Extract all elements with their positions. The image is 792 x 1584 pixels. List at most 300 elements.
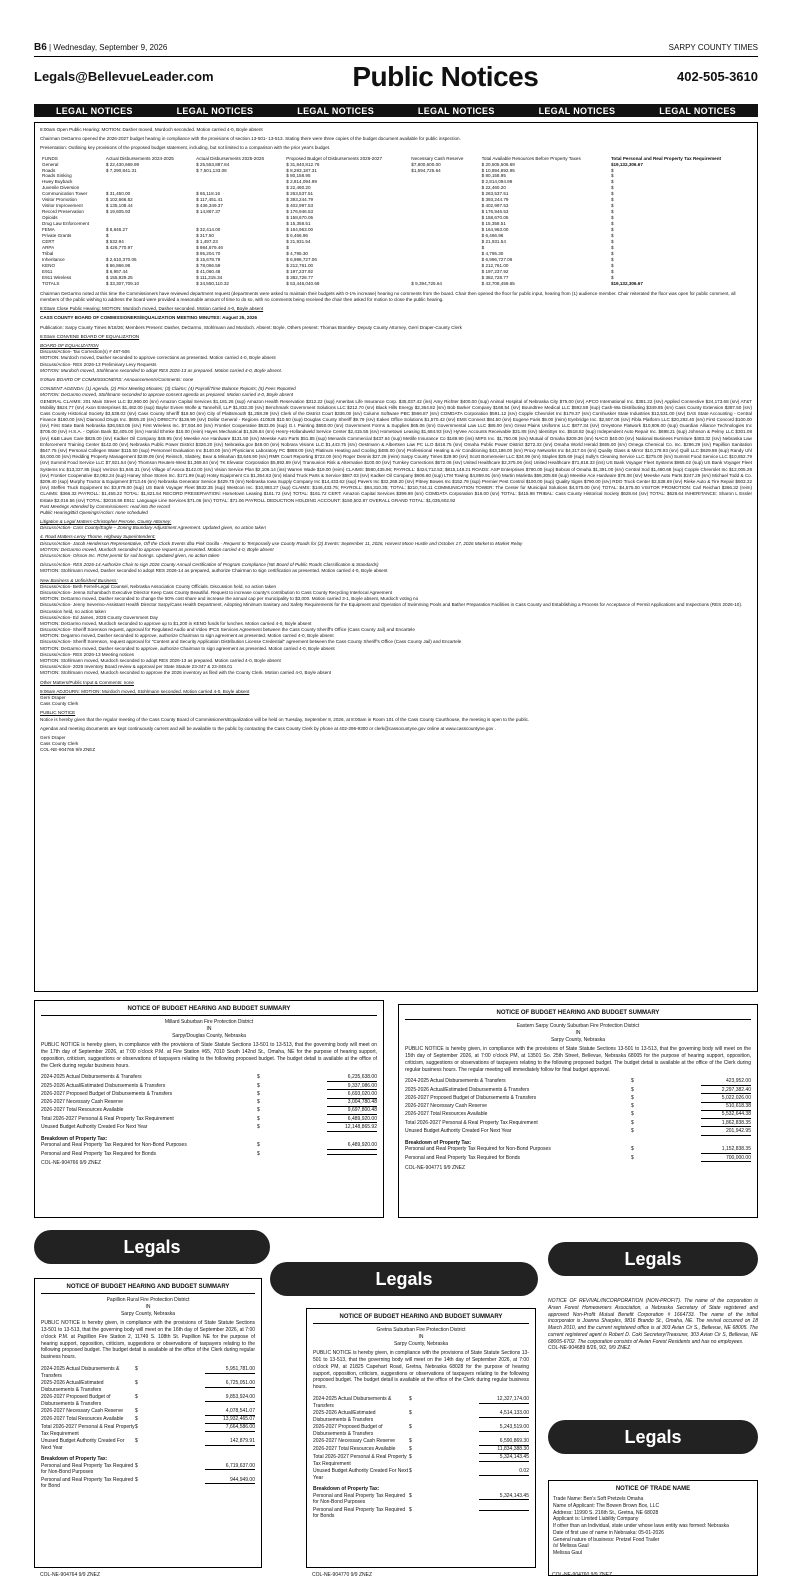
funds-cell: General [42,161,59,167]
trade-name-line: Address: 11990 S. 216th St., Gretna, NE 68028 [553,1509,659,1516]
summary-currency: $ [631,1094,634,1101]
funds-column-header: Proposed Budget of Disbursements 2026-2027 [286,155,383,161]
litigation-heading: Litigation & Legal Matters-Christopher Perrone, County Attorney: [40,519,172,525]
funds-cell: Roads [42,167,56,173]
funds-cell: $ 41,060.48 [196,268,221,274]
summary-value: 142,879.91 [205,1438,255,1446]
funds-cell: $ [610,233,614,239]
breakdown-heading: Breakdown of Property Tax: [405,1139,472,1146]
summary-value: 9,697,800.48 [327,1107,377,1115]
funds-cell: $ [610,197,614,203]
trade-name-heading: NOTICE OF TRADE NAME [615,1486,691,1492]
hearing-close: 8:03am Close Public Hearing: MOTION: Murdoch moved, Dasher seconded. Motion carried 4-0, Boyle absent [40,306,264,312]
col-number: COL-NE-904770 9/9 ZNEZ [312,1572,373,1578]
legals-heading: Legals [34,1230,270,1264]
summary-label: 2026-2027 Proposed Budget of Disbursements & Transfers [405,1094,537,1101]
summary-label: 2026-2027 Necessary Cash Reserve [405,1103,487,1110]
summary-value: 9,337,086.00 [327,1083,377,1091]
boe-heading: BOARD OF EQUALIZATION [40,343,99,348]
summary-row [41,1438,255,1452]
public-notice-heading: PUBLIC NOTICE [40,710,76,716]
boe-line: MOTION: Murdoch moved, Dasher seconded to approve corrections as presented. Motion carried 4-0, Boyle absent [40,355,276,361]
funds-cell: $ 102,666.52 [105,197,133,203]
new-business-item: Discuss/Action- Sheriff Sorenson request, approval for Regulated Audio and Video IPCS Services Agreement between the Cass County Sheriff's Office (Cass County Jail) and Encartele [40,627,415,633]
summary-row [41,1116,377,1124]
funds-cell: KENO [42,263,56,268]
summary-label: 2024-2025 Actual Disbursements & Transfers [41,1074,142,1081]
funds-cell: $ 31,450.00 [105,191,131,197]
summary-value: 4,514,133.00 [479,1410,529,1418]
summary-value: 7,664,586.00 [205,1424,255,1432]
breakdown-value: 6,719,637.00 [205,1463,255,1471]
summary-value: 0.02 [479,1468,529,1476]
funds-cell: $ 4,795.30 [481,251,504,257]
summary-value: 510,618.38 [701,1103,751,1111]
summary-currency: $ [631,1086,634,1093]
summary-currency: $ [135,1416,138,1423]
funds-cell: $ 212,761.00 [286,263,314,268]
funds-cell: $ [610,191,614,197]
funds-column-header: Necessary Cash Reserve [411,155,464,161]
breakdown-row [313,1507,529,1521]
summary-value: 6,693,020.00 [327,1091,377,1099]
summary-label: Total 2026-2027 Personal & Real Property Tax Requirement [405,1119,538,1126]
new-business-item: MOTION: DeGarmo moved, Murdoch seconded to approve up to $1,200 in KENO funds for lunches. Motion carried 4-0, Boyle absent [40,620,312,626]
revival-notice [548,1298,758,1352]
summary-currency: $ [257,1115,260,1122]
summary-value: 11,834,388.30 [479,1446,529,1454]
funds-cell: Record Preservation [42,209,84,215]
funds-cell: $ 2,610,370.06 [105,257,137,263]
breakdown-row [41,1151,377,1158]
summary-row [41,1099,377,1107]
revival-col-number: COL-NE-904689 8/26, 9/2, 9/9 ZNEZ [548,1345,631,1352]
boe-line: MOTION: Murdoch moved, Stohlmann seconded to adopt RES 2026-13 as prepared. Motion carried 4-0, Boyle absent. [40,367,283,373]
summary-currency: $ [257,1090,260,1097]
new-business-item: MOTION: Stohlmann moved, Murdoch seconded to approve the 2026 inventory as filed with the County Clerk. Motion carried 4-0, Boyle absent [40,670,332,676]
notice-org: Gretna Suburban Fire Protection District [376,1327,466,1334]
breakdown-row [41,1477,255,1491]
summary-row [405,1128,751,1136]
notice-heading: NOTICE OF BUDGET HEARING AND BUDGET SUMMARY [41,1283,255,1294]
funds-cell: $ [610,245,614,251]
funds-cell: $ 66,866.98 [105,263,131,268]
funds-cell: $ 9,394,725.64 [411,280,442,286]
breakdown-label: Personal and Real Property Tax Required for Non-Bond Purposes [313,1492,406,1506]
funds-cell: $ [610,209,614,215]
funds-cell: $ 155,929.25 [105,274,133,280]
funds-cell: $ 15,358.51 [286,221,311,227]
trade-name-line: If other than an Individual, state under whose laws entity was formed: Nebraska [553,1523,729,1530]
summary-label: 2026-2027 Necessary Cash Reserve [41,1099,123,1106]
public-notice-body2: Agendas and meeting documents are kept continuously current and will be available to the public by contacting the Cass County Clerk by phone at 402-296-9300 or clerk@cassocuntyne.gov online at www.casscountyne.gov . [40,725,496,731]
funds-cell: $19,132,306.67 [610,280,643,286]
funds-cell: $ 32,414.00 [196,227,221,233]
breakdown-label: Personal and Real Property Tax Required for Non-Bond Purposes [41,1462,134,1476]
pn-signature-name: Gerri Draper [40,734,66,740]
summary-currency: $ [409,1437,412,1444]
funds-cell: $ [610,268,614,274]
summary-value: 5,243,519.00 [479,1424,529,1432]
funds-cell: Opioids [42,215,58,221]
summary-row [41,1091,377,1099]
pn-col-number: COL-NE-904765 9/9 ZNEZ [40,747,96,753]
issue-date: Wednesday, September 9, 2026 [53,42,168,52]
funds-cell: $ 15,358.51 [481,221,506,227]
funds-cell: TOTALS [42,280,60,286]
summary-currency: $ [135,1393,138,1400]
funds-cell: $ 31,840,812.76 [286,161,320,167]
funds-cell: $ 164,963.00 [481,227,509,233]
litigation-item: Discuss/Action- Cass County/Eagle – Zoning Boundary Adjustment Agreement. Updated given, no action taken [40,525,266,531]
notice-body: PUBLIC NOTICE is hereby given, in compliance with the provisions of State Statute Sections 13-501 to 13-513, that the governing body will meet on the 15th day of September 2026, at 7:00 o'clock PM, at 13501 So. 25th Street, Bellevue, Nebraska 68005 for the purpose of hearing support, opposition, criticism, suggestions or observations of taxpayers relating to the following proposed budget. The budget detail is available at the office of the Clerk during regular business hours. The regular meeting will immediately follow for final budget approval. [405,1046,751,1073]
funds-cell: $ 22,430,669.99 [105,161,140,167]
breakdown-currency: $ [257,1150,260,1157]
funds-cell: $ [610,203,614,209]
summary-currency: $ [631,1078,634,1085]
notice-org: Eastern Sarpy County Suburban Fire Protection District [516,1023,640,1030]
summary-currency: $ [257,1099,260,1106]
funds-cell: ARPA [42,245,55,251]
summary-row [313,1438,529,1446]
cass-county-minutes [34,122,758,992]
breakdown-heading: Breakdown of Property Tax: [313,1485,380,1492]
funds-cell: $ 111,315.34 [196,274,223,280]
budget-notice-eastern-sarpy [398,1004,758,1218]
summary-row [405,1120,751,1128]
hearing-open: 8:00am Open Public Hearing: MOTION: Dasher moved, Murdoch seconded. Motion carried 4-0, Boyle absent [40,127,263,132]
funds-column-header: Total Available Resources Before Property Taxes [481,155,581,161]
funds-cell: Hwey Buyback [42,179,73,185]
summary-currency: $ [135,1365,138,1372]
funds-cell: $ 382,728.77 [481,274,509,280]
trade-name-lines [553,1496,753,1557]
funds-cell: $ 6,466.96 [481,233,504,239]
funds-cell: CERT [42,239,55,245]
summary-value: 5,532,644.38 [701,1111,751,1119]
notice-col-number: COL-NE-904766 9/9 ZNEZ [41,1160,102,1167]
summary-value: 5,022,026.00 [701,1095,751,1103]
new-business-list [40,584,752,677]
funds-column-header: FUNDS [42,155,58,161]
summary-row [313,1410,529,1424]
funds-cell: $ [481,245,485,251]
summary-row [41,1408,255,1416]
summary-label: Total 2026-2027 Personal & Real Property Tax Requirement [41,1424,135,1438]
funds-cell: $ 80,158.95 [286,173,311,179]
summary-label: 2026-2027 Total Resources Available [405,1111,488,1118]
budget-notice-gretna [306,1308,536,1568]
summary-label: 2025-2026 Actual/Estimated Disbursements & Transfers [313,1409,376,1423]
notice-org: Millard Suburban Fire Protection District [164,1019,254,1026]
summary-row [313,1446,529,1454]
notice-in: IN [418,1333,424,1340]
summary-label: 2026-2027 Necessary Cash Reserve [313,1437,395,1444]
summary-label: Total 2026-2027 Personal & Real Property Tax Requirement [41,1115,174,1122]
summary-currency: $ [135,1379,138,1386]
funds-cell: $ [610,257,614,263]
signature-title: Cass County Clerk [40,701,79,707]
funds-cell: Visitor Promotion [42,197,77,203]
new-business-item: MOTION: DeGarmo moved, Dasher seconded to change the 50% cost share and increase the annual cap per municipality to $3,000. Motion carried 3-1, Boyle absent, Murdoch voting no [40,596,419,602]
breakdown-row [41,1142,377,1150]
funds-cell: $ 14,867.37 [196,209,221,215]
funds-cell: $ [610,173,614,179]
notice-org-block [41,1297,255,1317]
summary-currency: $ [257,1123,260,1130]
public-hearing: Public Hearing/Bid Openings/Action: none scheduled [40,509,148,515]
legals-heading: Legals [270,1262,538,1296]
summary-label: 2025-2026 Actual/Estimated Disbursements & Transfers [41,1379,104,1393]
other-matters: Other Matters/Public Input & Comments: none [40,679,134,685]
col-number: COL-NE-904760 9/9 ZNEZ [552,1572,613,1578]
summary-row [313,1454,529,1468]
new-business-item: Discuss/Action- Jenna Schambach Executive Director Keep Cass County Beautiful. Request to increase county's contribution to Cass County Recycling Interlocal Agreement [40,589,392,595]
budget-notice-millard [34,1000,384,1218]
funds-cell: $ [610,251,614,257]
hearing-open-detail: Chairman DeGarmo opened the 2026-2027 budget hearing in compliance with the provisions of section 13-501- 13-513. Stating there were three copies of the budget document available for public inspection. [40,136,461,142]
trade-name-line: Name of Applicant: The Bowen Brown Box, LLC [553,1502,660,1509]
new-business-item: Discuss/Action- RES 2026-13 Meeting notices [40,651,134,657]
funds-cell: $ 402,997.53 [286,203,314,209]
funds-cell: Communication Tower [42,191,88,197]
breakdown-value: 5,324,143.45 [479,1493,529,1501]
funds-cell: $ 532.94 [105,239,124,245]
summary-value: 12,327,174.00 [479,1396,529,1404]
summary-label: 2026-2027 Total Resources Available [41,1416,124,1423]
summary-label: 2026-2027 Proposed Budget of Disbursements & Transfers [41,1393,111,1407]
summary-row [41,1124,377,1132]
summary-value: 9,853,924.00 [205,1394,255,1402]
summary-value: 13,932,465.07 [205,1416,255,1424]
paper-name: SARPY COUNTY TIMES [668,42,758,52]
trade-name-line: Melissa Gaul [553,1550,582,1557]
trade-name-line: Date of first use of name in Nebraska: 05-01-2026 [553,1529,664,1536]
funds-cell: $ 393,244.79 [481,197,509,203]
new-business-item: MOTION: Stohlmann moved, Murdoch seconded to adopt RES 2026-13 as prepared. Motion carried 4-0, Boyle absent [40,658,281,663]
notice-in: IN [206,1025,212,1032]
summary-value: 5,324,143.45 [479,1454,529,1462]
res14: Discuss/Action- RES 2026-14 Authorize Chair to sign 2026 County Annual Certification of Program Compliance (NE Board of Public Roads Classification & Standards) [40,562,379,568]
notice-col-number: COL-NE-904771 9/9 ZNEZ [405,1165,466,1172]
summary-label: 2025-2026 Actual/Estimated Disbursements & Transfers [405,1086,530,1093]
board-commissioners: 9:05am BOARD OF COMMISSIONERS: Announcements/Comments: none [40,376,194,382]
summary-row [405,1078,751,1086]
summary-currency: $ [631,1111,634,1118]
funds-cell: $ 2,814,094.99 [286,179,317,185]
funds-column-header: Actual Disbursements 2025-2026 [196,155,265,161]
funds-cell: $ 10,894,892.95 [481,167,515,173]
funds-cell: $ 402,997.53 [481,203,509,209]
funds-cell: $ 263,537.51 [286,191,314,197]
summary-row [313,1396,529,1410]
summary-label: Total 2026-2027 Personal & Real Property Tax Requirement [313,1454,407,1468]
contact-phone: 402-505-3610 [677,69,758,84]
summary-currency: $ [631,1119,634,1126]
breakdown-label: Personal and Real Property Tax Required for Non-Bond Purposes [41,1142,187,1149]
banner-item: LEGAL NOTICES [659,105,736,116]
notice-county: Sarpy County, Nebraska [550,1036,606,1043]
breakdown-value [327,1154,377,1155]
breakdown-currency: $ [135,1476,138,1483]
funds-cell: $ 117,451.41 [196,197,223,203]
summary-row [405,1087,751,1095]
roads-item: Discuss/Action- Jacob Henderson Representative, Off the Clock Events dba Pink Gorilla - Request to Temporarily use County Roads for (2) Events: September 11, 2026, Harvest Moon Hustle and October 17, 2026 Market to Market Relay [40,540,523,546]
summary-value: 2,297,382.40 [701,1087,751,1095]
funds-cell: $ [105,233,109,239]
breakdown-heading: Breakdown of Property Tax: [41,1135,108,1142]
funds-cell: $ 4,795.30 [286,251,308,257]
new-business-item: Discuss/Action- 2026 Inventory Board review & approval per State Statute 23-347 & 23-348.01 [40,664,233,670]
cass-publication: Publication: Sarpy County Times 9/18/26; Members Present: Dasher, DeGarmo, Stohlmann and Murdoch. Absent: Boyle. Others present: Thomas Brantley- Deputy County Attorney, Gerri Draper-County Clerk [40,324,462,330]
presentation: Presentation: Outlining key provisions of the proposed budget statement, including, but not limited to a comparison with the prior year's budget. [40,145,331,151]
summary-label: 2026-2027 Total Resources Available [313,1446,396,1453]
funds-cell: $ 8,846.27 [105,227,128,233]
budget-notice-papillion [34,1278,262,1568]
summary-label: 2026-2027 Total Resources Available [41,1107,124,1114]
notice-in: IN [575,1029,581,1036]
breakdown-value: 1,152,838.35 [701,1146,751,1154]
funds-cell: $ 95,204.70 [196,251,221,257]
notice-heading: NOTICE OF BUDGET HEARING AND BUDGET SUMMARY [41,1005,377,1016]
legals-heading: Legals [548,1420,758,1454]
summary-row [405,1111,751,1119]
summary-value: 4,078,541.07 [205,1408,255,1416]
new-business-item: Discuss/Action- Ed James, 2026 County Government Day [40,614,158,620]
summary-row [41,1416,255,1424]
funds-column-header: Actual Disbursements 2024-2025 [105,155,174,161]
summary-value: 6,235,638.00 [327,1074,377,1082]
chair-note: Chairman DeGarmo noted at this time the Commissioners have reviewed department request (departments were asked to maintain their budgets with 0-1% increase) hearing no comments from the board. Chair then opened the floor for public input, hearing from (1) audience member. Chair reiterated the floor was open for public comment, all members of the public wishing to address the board were provided a reasonable amount of time to do so, with no comments being received the chair then asked for motion to close the public hearing. [40,290,736,303]
funds-cell: $ 6,466.96 [286,233,308,239]
breakdown-value: 700,000.00 [701,1155,751,1163]
funds-cell: $ 15,678.79 [196,257,221,263]
notice-county: Sarpy/Douglas County, Nebraska [172,1032,246,1039]
funds-cell: $ [610,185,614,191]
summary-label: Unused Budget Authority Created For Next Year [405,1127,512,1134]
summary-currency: $ [409,1423,412,1430]
notice-org-block [313,1327,529,1347]
funds-cell: $7,800,600.00 [411,161,441,167]
funds-row [40,281,752,287]
roads-item: Discuss/Action- Olsson Inc. ROW permit for soil borings. Updated given, no action taken [40,553,220,558]
contact-email[interactable]: Legals@BellevueLeader.com [34,69,214,84]
summary-currency: $ [257,1082,260,1089]
funds-cell: $ 7,290,841.31 [105,167,137,173]
funds-cell: $ 21,931.54 [286,239,311,245]
roads-heading: 4. Road Matters-Leroy Thorne, Highway Superintendent: [40,534,156,540]
summary-row [313,1424,529,1438]
breakdown-value [479,1510,529,1511]
banner-item: LEGAL NOTICES [417,105,495,116]
page-header-line: B6 | Wednesday, September 9, 2026 SARPY COUNTY TIMES [34,41,758,53]
funds-cell: $ 176,946.53 [481,209,509,215]
funds-table [40,156,752,287]
funds-cell: $ 20,505,506.69 [481,161,515,167]
funds-cell: $ 317.50 [196,233,214,239]
summary-value: 423,952.00 [701,1078,751,1086]
breakdown-row [405,1146,751,1154]
breakdown-currency: $ [631,1146,634,1153]
notice-county: Sarpy County, Nebraska [393,1340,449,1347]
consent-motion: MOTION: DeGarmo moved, Stohlmann seconded to approve consent agenda as prepared. Motion carried 4-0, Boyle absent [40,392,294,398]
summary-label: Unused Budget Authority Created For Next Year [41,1438,125,1452]
notice-body: PUBLIC NOTICE is hereby given, in compliance with the provisions of State Statute Sections 13-501 to 13-513, that the governing body will meet on the 14th day of September 2026, at 7:00 o'clock PM, at 21825 Capehart Road, Gretna, Nebraska 68028 for the purpose of hearing support, opposition, criticism, suggestions or observations of taxpayers relating to the following proposed budget. The budget detail is available at the office of the Clerk during regular business hours. [313,1350,529,1391]
funds-cell: FEMA [42,227,55,233]
trade-name-line: Applicant is: Limited Liability Company [553,1516,639,1523]
breakdown-value: 6,489,920.00 [327,1142,377,1150]
funds-cell: $ 212,761.00 [481,263,509,268]
breakdown-heading: Breakdown of Property Tax: [41,1455,108,1462]
page-number: B6 [34,41,47,53]
funds-cell: $ 21,931.54 [481,239,506,245]
funds-cell: $ 6,996,727.06 [481,257,513,263]
masthead [34,56,758,96]
summary-currency: $ [135,1424,138,1431]
funds-cell: $ [610,215,614,221]
section-title: Public Notices [352,60,539,92]
summary-currency: $ [135,1438,138,1445]
funds-cell: $ 8,293,187.31 [286,167,317,173]
summary-currency: $ [409,1454,412,1461]
legal-notices-banner [34,104,758,117]
breakdown-value: 944,949.00 [205,1477,255,1485]
funds-cell: $ [610,167,614,173]
funds-cell: E911 [42,268,53,274]
funds-cell: $ 1,497.23 [196,239,218,245]
summary-label: Unused Budget Authority Created For Next Year [313,1468,409,1482]
funds-cell: $ 19,605.93 [105,209,131,215]
breakdown-row [405,1155,751,1163]
funds-cell: $ [610,179,614,185]
funds-cell: $ 197,237.92 [481,268,509,274]
funds-cell: Drug Law Enforcement [42,221,89,227]
cass-title: CASS COUNTY BOARD OF COMMISSIONERS/EQUALIZATION MEETING MINUTES: August 25, 2026 [40,315,258,321]
funds-cell: $ 382,728.77 [286,274,314,280]
breakdown-currency: $ [409,1506,412,1513]
notice-org-block [405,1023,751,1043]
summary-label: 2026-2027 Necessary Cash Reserve [41,1407,123,1414]
summary-value: 3,004,780.48 [327,1099,377,1107]
trade-name-notice [548,1480,758,1576]
summary-value: 1,862,838.35 [701,1120,751,1128]
funds-cell: $ 197,237.92 [286,268,314,274]
funds-cell: $ 78,066.59 [196,263,221,268]
summary-row [41,1074,377,1082]
notice-heading: NOTICE OF BUDGET HEARING AND BUDGET SUMMARY [405,1009,751,1020]
breakdown-label: Personal and Real Property Tax Required for Bonds [405,1154,520,1161]
breakdown-currency: $ [631,1154,634,1161]
consent-heading: CONSENT AGENDA: (1) Agenda, (2) Prior Meeting Minutes; (3) Claims; (4) Payroll/Time Balance Reports; (5) Fees Reported [40,386,296,392]
revival-text: NOTICE OF REVIVAL/INCORPORATION (NON-PROFIT). The name of the corporation is Arsen Forest Homeowners Association, a Nebraska Secretary of State registered and approved Non-Profit Mutual Benefit Corporation # 1664733. The name of the initial incorporator is Joanna Sharples, 9816 Brando St., Omaha, NE. The revival occurred on 18 March 2010, and the current registered office is at 303 Avian Cir S., Bellevue, NE 68005. The current registered agent is Robert D. Coki Secretary/Treasurer, 303 Avian Cir S, Bellevue, NE 68005-6702. The corporation consists of Avian Forest Residents and has no employees. [548,1298,758,1345]
claims-text: GENERAL CLAIMS: 201 Main Street LLC $2,960.00 (srv) Amazon Capital Services $1,181.26 (sup) Amazon Health Reservation $312.22 (sup) Ameritas Life Insurance Corp. $35,037.42 (ins) Amy Richter $400.00 (sup) Animal Hospital of Nebraska City $75.00 (srv) APCO International Inc. $381.22 (srv) Applied Connective $24,173.68 (srv) AT&T Mobility $624.77 (srv) Axon Enterprises $1,482.00 (sup) Baylor Evnen Wolfe & Tannehill, LLP $1,832.30 (srv) Benchmark Government Solutions LLC $212.70 (srv) Black Hills Energy $2,364.82 (srv) Bob Barker Company $168.54 (srv) Boundtree Medical LLC $592.58 (sup) Cash-Wa Distributing $349.85 (srv) Cass County Extension $387.50 (srv) Cass County Historical Society $3,538.02 (srv) Cass County Sheriff $18.50 (srv) City of Plattsmouth $1,258.39 (srv) Clerk of the District Court $336.00 (srv) Column Software PBC $566.87 (srv) COMDATA Corporation $591.12 (srv) Copple Chevrolet Inc $179.37 (srv) Cornhusker State Industries $12,531.00 (srv) DAS State Accounting - Central Finance $160.00 (srv) Diamond Drugs Inc. $605.20 (srv) DIRECTV $136.99 (srv) Dollar General - Regions 410526 $10.50 (sup) Douglas County Sheriff $9.79 (srv) Eakes Office Solutions $1,570.42 (srv) EMS Connect $84.50 (srv) Eugene Faris $9.00 (reim) Eyebridge Inc. $2,507.06 (srv) Fibla Platform LLC $20,292.40 (srv) First Concord $100.00 (srv) First State Bank Nebraska $36,553.06 (srv) First Wireless Inc. $7,934.60 (srv) Frontier Cooperative $533.06 (sup) G.I. Painting $650.00 (srv) Government Forms & Supplies $65.06 (srv) Governmental Law LLC $86.00 (srv) Great Plains Uniforms LLC $877.34 (srv) Greystone Flatwork $10,806.00 (sup) Guardian Alliance Technologies Inc $705.00 (srv) H.S.A. - Option Bank $2,405.00 (srv) Harold Ehmke $15.00 (reim) Hayes Mechanical $1,526.84 (srv) Henry-Hollandweld Service Center $2,415.55 (srv) Hometown Leasing $1,684.93 (srv) HyVee Accounts Receivable $31.85 (srv) IdentiSys Inc. $518.82 (sup) Independent Auto Repair Inc. $698.21 (sup) Johnson & Pelmy LLC $301.08 (srv) K&B Lawn Care $825.00 (srv) Kadker Oil Company $48.95 (srv) Meeske Ace Hardware $131.50 (srv) Meeske Auto Parts $51.85 (sup) Menards Commercial $437.64 (sup) Metlife Insurance Co $169.90 (ins) MIPS Inc. $1,750.06 (srv) Mutual of Omaha $209.36 (srv) NACO $40.00 (srv) National Business Furniture $483.32 (srv) Nebraska Law Enforcement Training Center $142.00 (srv) Nebraska Public Power District $326.20 (srv) Nebraska.gov $48.00 (srv) Nobrara Visions LLC $1,443.75 (srv) Oestmann & Albertsen Law PC LLO $418.75 (srv) Omaha Public Power District $272.32 (srv) Omaha World Herald $665.00 (srv) Omega Chemical Co. Inc. $296.29 (srv) Papillion Sanitation $547.75 (srv) Personal Collegen Water $115.50 (sup) Personnel Evaluation Inc $140.00 (srv) Physicians Laboratory PC $868.00 (srv) Platinum Heating and Cooling $485.00 (srv) Professional Heating & Air Conditioning $43,186.00 (srv) Proxy Networks Inc $4,317.04 (srv) Quality Glass & Mirror $10,178.93 (srv) Quill LLC $629.88 (sup) Randy Uhl $4,000.00 (srv) Redding Property Management $249.09 (srv) Reinsch, Slattery, Bear & Minahan $3,646.90 (srv) RMR Court Reporting $722.00 (srv) Roger Dennis $27.26 (reim) Sarpy County Times $29.90 (srv) Scott Bornemeier LLC $34.99 (srv) Staples $25.69 (sup) Sully's Cleaning Service LLC $275.00 (srv) Summit Food Service LLC $10,852.79 (srv) Summit Food Service LLC $7,921.54 (srv) Thomson Reuters-West $1,369.84 (srv) TK Elevator Corporation $5,892.69 (srv) Transunion Risk & Alternative $100.00 (srv) Turnkey Corrections $572.06 (srv) United Healthcare $2,375.06 (ins) United Healthcare $71,818.33 (ins) US Bank Voyager Fleet Systems $865.02 (sup) US Bank Voyager Fleet Systems Inc $13,327.85 (sup) Verizon $1,846.31 (srv) Village of Avoca $142.00 (srv) Vision Service Plan $2,106.14 (ins) Warren Wade $19.00 (reim) CLAIMS: $580,435.96; PAYROLL: $424,712.53; $815,148.21 ROADS: ASP Enterprises $780.00 (sup) Bobcat of Omaha $1,391.00 (srv) Central Sod $1,480.68 (sup) Copple Chevrolet Inc $12,005.28 (srv) Frontier Cooperative $2,082.24 (sup) Haney Shoe Stores Inc. $171.99 (sup) Hotsy Equipment Co $1,354.63 (srv) Island Truck Parts & Service $587.03 (srv) Kadker Oil Company $606.60 (sup) LTM Towing $4,859.91 (srv) Martin Marietta $56,305.88 (sup) Meeske Ace Hardware $76.08 (srv) Meeske Auto Parts $247.29 (srv) Michael Todd & Co. $209.40 (sup) Murphy Tractor & Equipment $713.46 (srv) Nebraska Generator Service $429.75 (srv) Nebraska Iowa Supply Company Inc $14,433.62 (sup) Pavers Inc $32,269.20 (srv) Pitney Bowes Inc $152.79 (sup) Premier Pest Control $100.00 (sup) Quality Signs $790.00 (srv) RDO Truck Center $2,538.69 (srv) Rieke Auto & Tire Repair $503.32 (srv) Steffen Truck Equipment Inc $3,679.00 (sup) US Bank Voyager Fleet $532.35 (sup) Westcon Inc. $10,893.27 (sup) CLAIMS: $146,433.75; PAYROLL: $84,310.35; TOTAL: $210,744.11 COMMUNICATION TOWER: The Center for Municipal Solutions $4,575.00 (srv) TOTAL: $4,575.00 VISITOR PROMOTION: Carl Reichart $366.32 (reim) CLAIMS: $366.32 PAYROLL: $1,455.22 TOTAL: $1,821.54 RECORD PRESERVATION: Hometown Leasing $161.72 (srv) TOTAL: $161.72 CERT: Amazon Capital Services $399.98 (srv) COMDATA Corporation $16.00 (srv) TOTAL: $415.98 TRIBAL: Cass County Historical Society $628.64 (srv) TOTAL: $628.64 INHERITANCE: Sharon L Essler Estate $2,016.56 (srv) TOTAL: $2016.56 E911: Language Line Services $71.06 (srv) TOTAL: $71.06 PAYROLL DEDUCTION HOLDING ACCOUNT: $150,502.87 OVERALL GRAND TOTAL: $1,035,602.92 [40,398,752,503]
past-meetings: Past Meetings Attended by Commissioners: read into the record [40,503,171,509]
notice-heading: NOTICE OF BUDGET HEARING AND BUDGET SUMMARY [313,1313,529,1324]
funds-cell: $1,594,725.64 [411,167,441,173]
funds-cell: Roads Sinking [42,173,72,179]
summary-value: 201,942.95 [701,1128,751,1136]
funds-cell: $ 426,770.97 [105,245,133,251]
notice-body: PUBLIC NOTICE is hereby given, in compliance with the provisions of State Statute Sections 13-501 to 13-513, that the governing body will meet on the 17th day of September 2026, at 7:00 o'clock P.M. at Fire Station #65, 7010 South 142nd St., Omaha, NE for the purpose of hearing support, opposition, criticism, suggestions or observations of taxpayers relating to the following proposed budget. The budget detail is available at the office of the Clerk during regular business hours. [41,1042,377,1069]
breakdown-label: Personal and Real Property Tax Required for Bond [41,1476,134,1490]
summary-currency: $ [135,1407,138,1414]
summary-currency: $ [409,1446,412,1453]
col-number: COL-NE-904764 9/9 ZNEZ [40,1572,101,1578]
summary-label: 2026-2027 Proposed Budget of Disbursements & Transfers [41,1090,173,1097]
notice-org-block [41,1019,377,1039]
summary-row [41,1107,377,1115]
summary-currency: $ [409,1409,412,1416]
